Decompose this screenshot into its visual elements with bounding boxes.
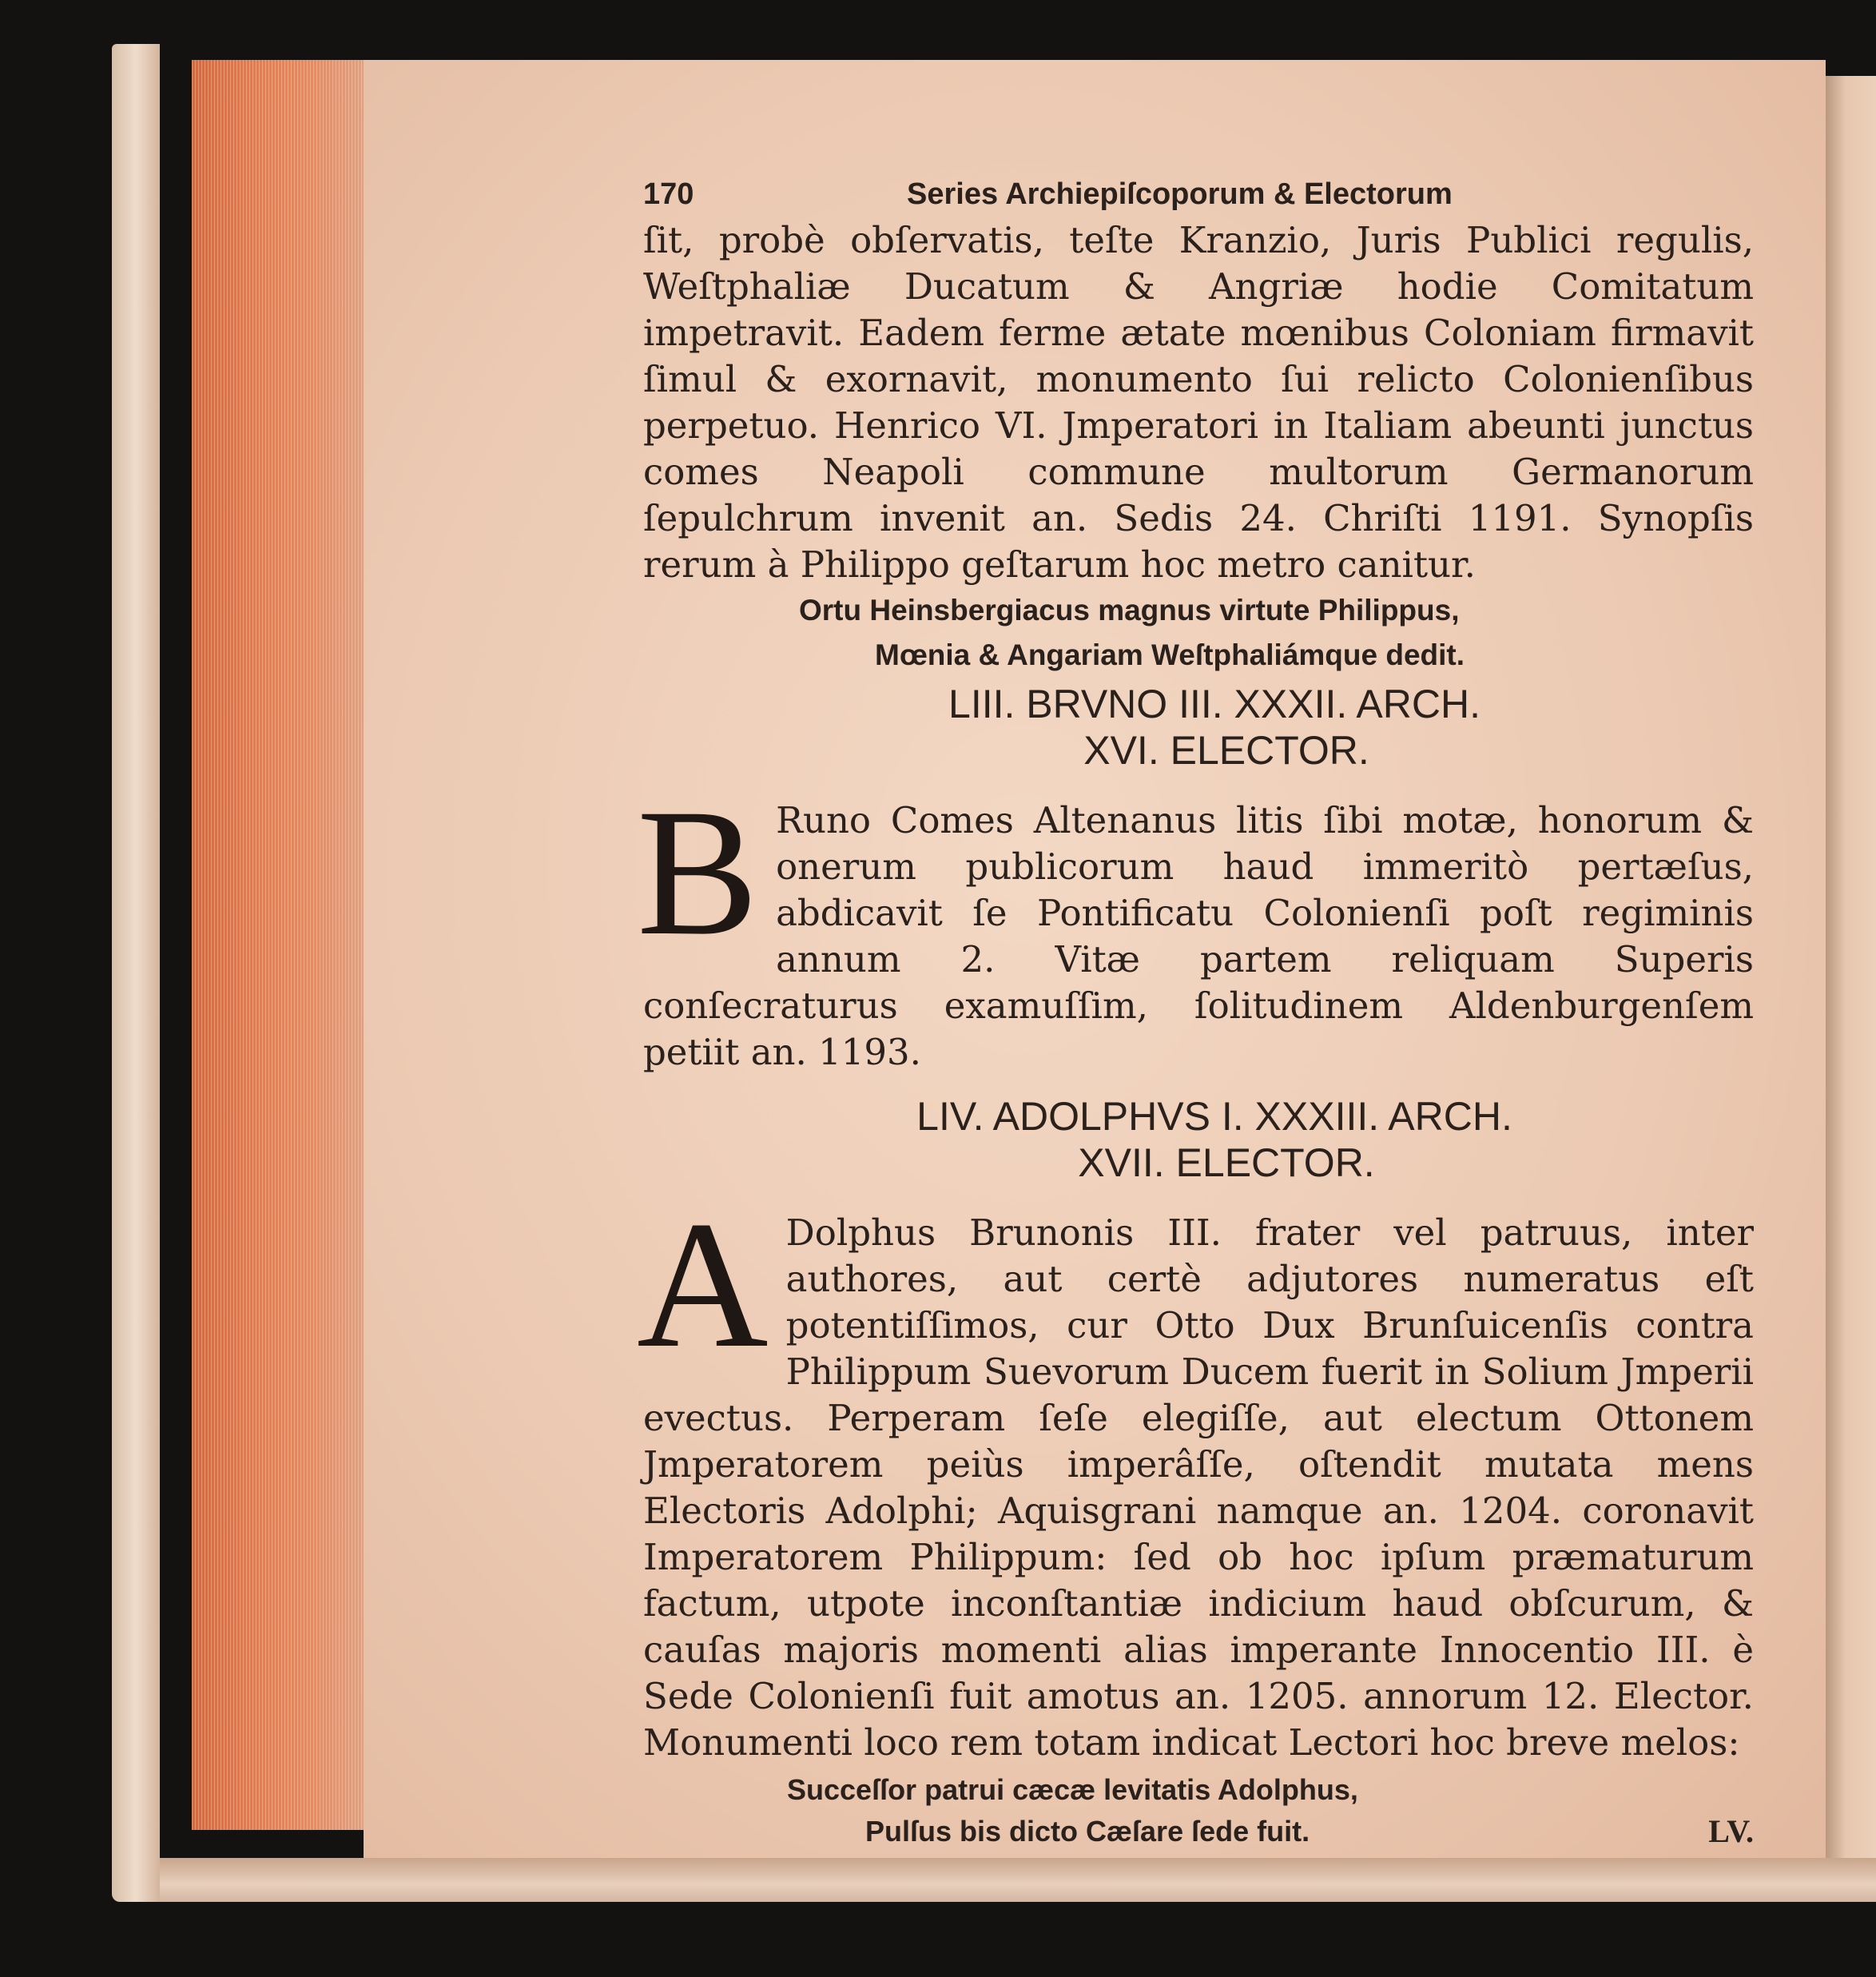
intro-paragraph: ſit, probè obſervatis, teſte Kranzio, Juris Publici regulis, Weſtphaliæ Ducatum & Angriæ hodie Comitatum impetravit. Eadem ferme ætate mœnibus Coloniam firmavit ſimul & exornavit, monumento ſui relicto Colonienſibus perpetuo. Henrico VI. Jmperatori in Italiam abeunti junctus comes Neapoli commune multorum Germanorum ſepulchrum invenit an. Sedis 24. Chriſti 1191. Synopſis rerum à Philippo geſtarum hoc metro canitur. [643, 219, 1754, 586]
running-header [643, 168, 1754, 217]
facing-page-edge [1826, 76, 1876, 1874]
section-adolphus-body [637, 1184, 1754, 1766]
verse-line: Ortu Heinsbergiacus magnus virtute Philippus, [799, 594, 1460, 627]
heading-line: XVII. ELECTOR. [1078, 1140, 1375, 1185]
verse-adolphus [643, 1769, 1754, 1852]
section-heading-bruno [643, 681, 1754, 774]
verse-line: Mœnia & Angariam Weſtphaliámque dedit. [875, 638, 1465, 671]
drop-cap: B [637, 772, 759, 973]
verse-line: Succeſſor patrui cæcæ levitatis Adolphus, [787, 1773, 1358, 1806]
section-text: Runo Comes Altenanus litis ſibi motæ, honorum & onerum publicorum haud immeritò pertæſus, abdicavit ſe Pontificatu Colonienſi poſt regiminis annum 2. Vitæ partem reliquam Superis conſecraturus examuſſim, ſolitudinem Aldenburgenſem petiit an. 1193. [643, 799, 1754, 1073]
page-number: 170 [643, 177, 694, 211]
verse-line: Pulſus bis dicto Cæſare ſede fuit. [865, 1815, 1310, 1848]
book-bottom-edge [160, 1858, 1876, 1902]
drop-cap: A [637, 1184, 769, 1386]
section-heading-adolphus [643, 1093, 1754, 1186]
verse-philippus [643, 588, 1754, 678]
page-edges [192, 60, 364, 1830]
heading-line: LIV. ADOLPHVS I. XXXIII. ARCH. [916, 1094, 1512, 1139]
section-text: Dolphus Brunonis III. frater vel patruus, inter authores, aut certè adjutores numeratus eſt potentiſſimos, cur Otto Dux Brunſuicenſis contra Philippum Suevorum Ducem fuerit in Solium Jmperii evectus. Perperam ſeſe elegiſſe, aut electum Ottonem Jmperatorem peiùs imperâſſe, oſtendit mutata mens Electoris Adolphi; Aquisgrani namque an. 1204. coronavit Imperatorem Philippum: ſed ob hoc ipſum præmaturum factum, utpote inconſtantiæ indicium haud obſcurum, & cauſas majoris momenti alias imperante Innocentio III. è Sede Colonienſi fuit amotus an. 1205. annorum 12. Elector. Monumenti loco rem totam indicat Lectori hoc breve melos: [643, 1211, 1754, 1764]
section-bruno-body [637, 772, 1754, 1076]
heading-line: XVI. ELECTOR. [1083, 728, 1369, 773]
page-text [637, 168, 1754, 1852]
catchword: LV. [1708, 1813, 1754, 1849]
running-title: Series Archiepiſcoporum & Electorum [907, 177, 1453, 211]
heading-line: LIII. BRVNO III. XXXII. ARCH. [948, 682, 1481, 726]
